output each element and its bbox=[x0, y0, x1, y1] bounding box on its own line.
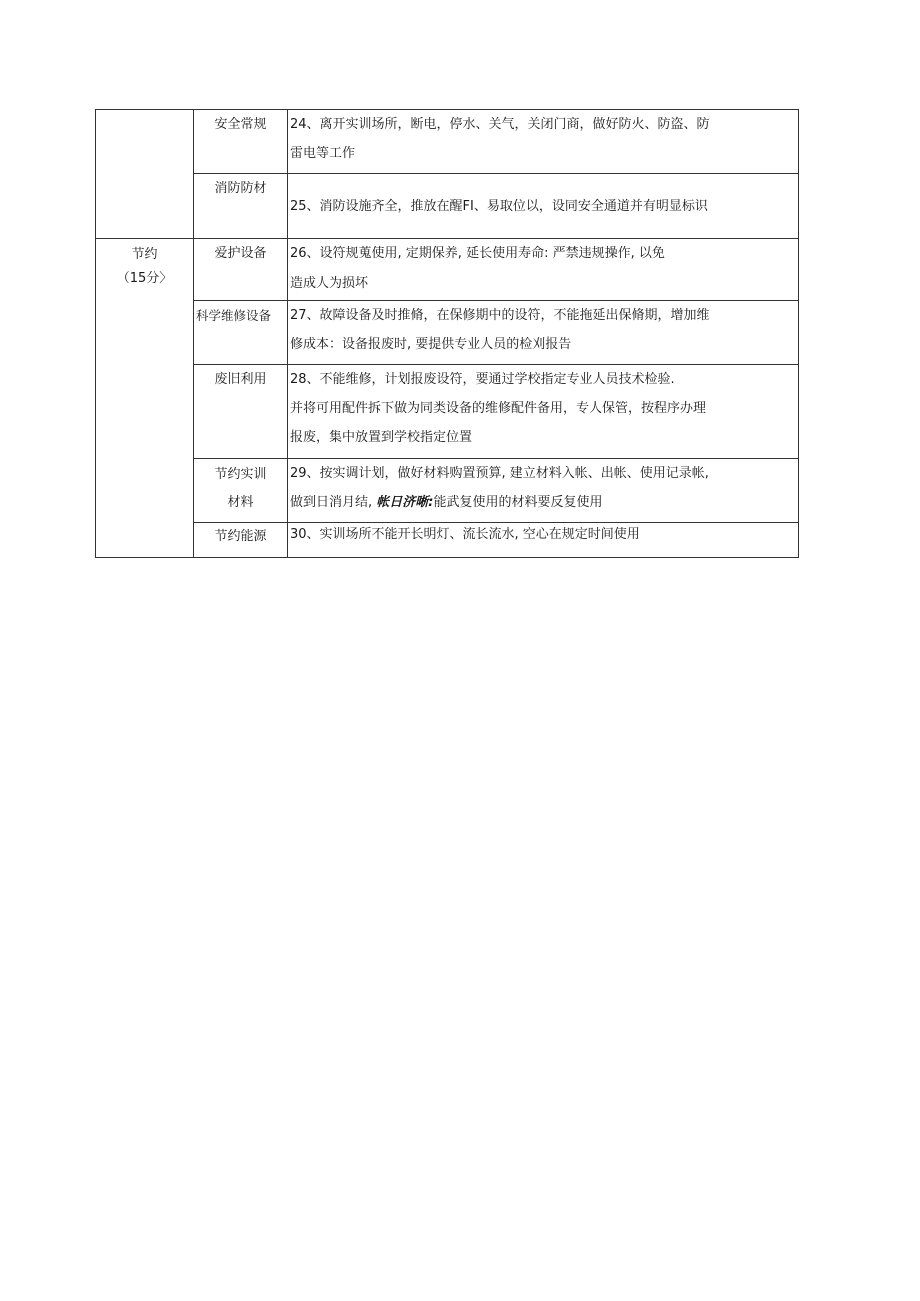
subcategory-label: 安全常规 bbox=[214, 117, 267, 132]
description-line-mixed bbox=[290, 488, 794, 517]
category-cell-safety bbox=[96, 110, 194, 239]
subcategory-label: 爱护设备 bbox=[214, 246, 267, 261]
description-line: 报废，集中放置到学校指定位置 bbox=[290, 430, 473, 445]
description-cell bbox=[288, 523, 799, 558]
description-emphasis: 帐日济晰: bbox=[376, 495, 434, 510]
subcategory-label: 废旧利用 bbox=[214, 372, 267, 387]
description-line: 26、设符规蒐使用, 定期保养, 延长使用寿命: 严禁违规操作, 以免 bbox=[290, 246, 665, 261]
table-row bbox=[96, 301, 799, 365]
description-line: 30、实训场所不能开长明灯、流长流水, 空心在规定时间使用 bbox=[290, 527, 640, 542]
subcategory-cell bbox=[194, 110, 288, 174]
table-row bbox=[96, 365, 799, 459]
table-row bbox=[96, 523, 799, 558]
table-row bbox=[96, 239, 799, 301]
description-line: 造成人为损坏 bbox=[290, 276, 369, 291]
subcategory-label: 科学维修设备 bbox=[196, 308, 272, 323]
description-cell bbox=[288, 301, 799, 365]
description-text: 做到日消月结, bbox=[290, 495, 377, 510]
subcategory-cell bbox=[194, 174, 288, 239]
description-cell bbox=[288, 365, 799, 459]
category-score: （15分〉 bbox=[116, 271, 173, 286]
subcategory-cell bbox=[194, 523, 288, 558]
subcategory-label: 材料 bbox=[227, 495, 254, 510]
category-label: 节约 bbox=[131, 247, 158, 262]
table-row bbox=[96, 174, 799, 239]
subcategory-cell bbox=[194, 459, 288, 523]
subcategory-cell bbox=[194, 301, 288, 365]
description-line: 28、不能维修，计划报废设符，要通过学校指定专业人员技术检验. bbox=[290, 372, 675, 387]
description-cell bbox=[288, 110, 799, 174]
description-cell bbox=[288, 239, 799, 301]
category-cell-saving bbox=[96, 239, 194, 558]
description-line: 雷电等工作 bbox=[290, 146, 356, 161]
description-text: 能武复使用的材料要反复使用 bbox=[433, 495, 603, 510]
description-line: 29、按实调计划，做好材料购置预算, 建立材料入帐、出帐、使用记录帐, bbox=[290, 466, 709, 481]
subcategory-label: 消防防材 bbox=[214, 181, 267, 196]
description-line: 27、故障设备及时推脩，在保修期中的设符，不能拖延出保脩期，增加维 bbox=[290, 308, 710, 323]
subcategory-cell bbox=[194, 365, 288, 459]
subcategory-label: 节约实训 bbox=[214, 467, 267, 482]
subcategory-label: 节约能源 bbox=[214, 529, 267, 544]
description-line: 24、离开实训场所，断电，停水、关气，关闭门商，做好防火、防盗、防 bbox=[290, 117, 710, 132]
description-cell bbox=[288, 174, 799, 239]
table-row bbox=[96, 110, 799, 174]
description-line: 修成本：设备报废时, 要提供专业人员的检刈报告 bbox=[290, 337, 572, 352]
description-line: 25、消防设施齐全，推放在醒FI、易取位以，设同安全通道并有明显标识 bbox=[290, 198, 708, 214]
subcategory-cell bbox=[194, 239, 288, 301]
description-cell bbox=[288, 459, 799, 523]
rules-table bbox=[95, 109, 799, 558]
table-row bbox=[96, 459, 799, 523]
description-line: 并将可用配件拆下做为同类设备的维修配件备用，专人保管，按程序办理 bbox=[290, 401, 707, 416]
